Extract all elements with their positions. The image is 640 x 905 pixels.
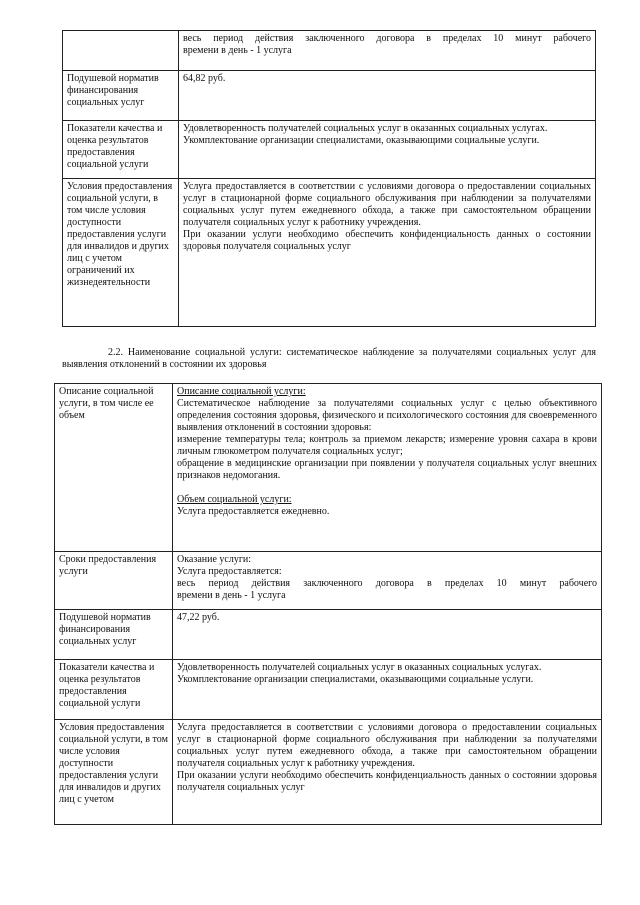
row-label: Описание социальной услуги, в том числе ее объем bbox=[55, 384, 173, 552]
value-line: обращение в медицинские организации при появлении у получателя социальных услуг внешних признаков недомогания. bbox=[177, 458, 597, 481]
row-value bbox=[173, 660, 602, 720]
spacer bbox=[177, 482, 597, 494]
table-row bbox=[63, 71, 596, 121]
row-value bbox=[179, 121, 596, 179]
table-row bbox=[63, 179, 596, 327]
row-label: Подушевой норматив финансирования социальных услуг bbox=[55, 610, 173, 660]
row-value bbox=[173, 384, 602, 552]
row-label: Подушевой норматив финансирования социальных услуг bbox=[63, 71, 179, 121]
value-line: весь период действия заключенного договора в пределах 10 минут рабочего bbox=[183, 33, 591, 44]
row-label: Показатели качества и оценка результатов предоставления социальной услуги bbox=[63, 121, 179, 179]
row-value bbox=[179, 31, 596, 71]
value-line: времени в день - 1 услуга bbox=[177, 590, 286, 601]
value-line: При оказании услуги необходимо обеспечить конфиденциальность данных о состоянии здоровья получателя социальных услуг bbox=[183, 229, 591, 252]
value-line: Удовлетворенность получателей социальных услуг в оказанных социальных услугах. bbox=[177, 662, 542, 673]
paragraph-text: 2.2. Наименование социальной услуги: систематическое наблюдение за получателями социальных услуг для выявления отклонений в состоянии их здоровья bbox=[62, 347, 596, 370]
value-line: весь период действия заключенного договора в пределах 10 минут рабочего bbox=[177, 578, 597, 589]
row-label: Показатели качества и оценка результатов предоставления социальной услуги bbox=[55, 660, 173, 720]
value-line: Оказание услуги: bbox=[177, 554, 252, 565]
table-row bbox=[63, 31, 596, 71]
row-value bbox=[173, 720, 602, 825]
value-line: Услуга предоставляется в соответствии с условиями договора о предоставлении социальных услуг в стационарной форме социального обслуживания при наблюдении за получателями социальных услуг путем ежедневного обхода, а также при самостоятельном обращении получателя социальных услуг к работнику учреждения. bbox=[177, 722, 597, 769]
value-line: Удовлетворенность получателей социальных услуг в оказанных социальных услугах. bbox=[183, 123, 548, 134]
price-value: 64,82 руб. bbox=[179, 71, 596, 121]
value-line: времени в день - 1 услуга bbox=[183, 45, 292, 56]
volume-heading: Объем социальной услуги: bbox=[177, 494, 292, 505]
value-line: Услуга предоставляется: bbox=[177, 566, 282, 577]
price-value: 47,22 руб. bbox=[173, 610, 602, 660]
value-line: Систематическое наблюдение за получателями социальных услуг с целью объективного определения состояния здоровья, физического и психологического состояния для своевременного выявления отклонений в состоянии здоровья: bbox=[177, 398, 597, 433]
value-line: Услуга предоставляется ежедневно. bbox=[177, 506, 330, 517]
value-line: При оказании услуги необходимо обеспечить конфиденциальность данных о состоянии здоровья получателя социальных услуг bbox=[177, 770, 597, 793]
row-value bbox=[173, 552, 602, 610]
value-line: Укомплектование организации специалистами, оказывающими социальные услуги. bbox=[183, 135, 540, 146]
section-heading-2-2 bbox=[62, 347, 596, 371]
description-heading: Описание социальной услуги: bbox=[177, 386, 306, 397]
table-row bbox=[55, 720, 602, 825]
table-row bbox=[55, 610, 602, 660]
table-row bbox=[63, 121, 596, 179]
value-line: измерение температуры тела; контроль за приемом лекарств; измерение уровня сахара в крови личным глюкометром получателя социальных услуг; bbox=[177, 434, 597, 457]
value-line: Услуга предоставляется в соответствии с условиями договора о предоставлении социальных услуг в стационарной форме социального обслуживания при наблюдении за получателями социальных услуг путем ежедневного обхода, а также при самостоятельном обращении получателя социальных услуг к работнику учреждения. bbox=[183, 181, 591, 228]
table-row bbox=[55, 660, 602, 720]
row-label: Условия предоставления социальной услуги, в том числе условия доступности предоставления услуги для инвалидов и других лиц с учетом ограничений их жизнедеятельности bbox=[63, 179, 179, 327]
row-label: Сроки предоставления услуги bbox=[55, 552, 173, 610]
row-label: Условия предоставления социальной услуги, в том числе условия доступности предоставления услуги для инвалидов и других лиц с учетом bbox=[55, 720, 173, 825]
value-line: Укомплектование организации специалистами, оказывающими социальные услуги. bbox=[177, 674, 534, 685]
services-table-1 bbox=[62, 30, 596, 327]
table-row bbox=[55, 552, 602, 610]
services-table-2 bbox=[54, 383, 602, 825]
row-label bbox=[63, 31, 179, 71]
row-value bbox=[179, 179, 596, 327]
table-row bbox=[55, 384, 602, 552]
